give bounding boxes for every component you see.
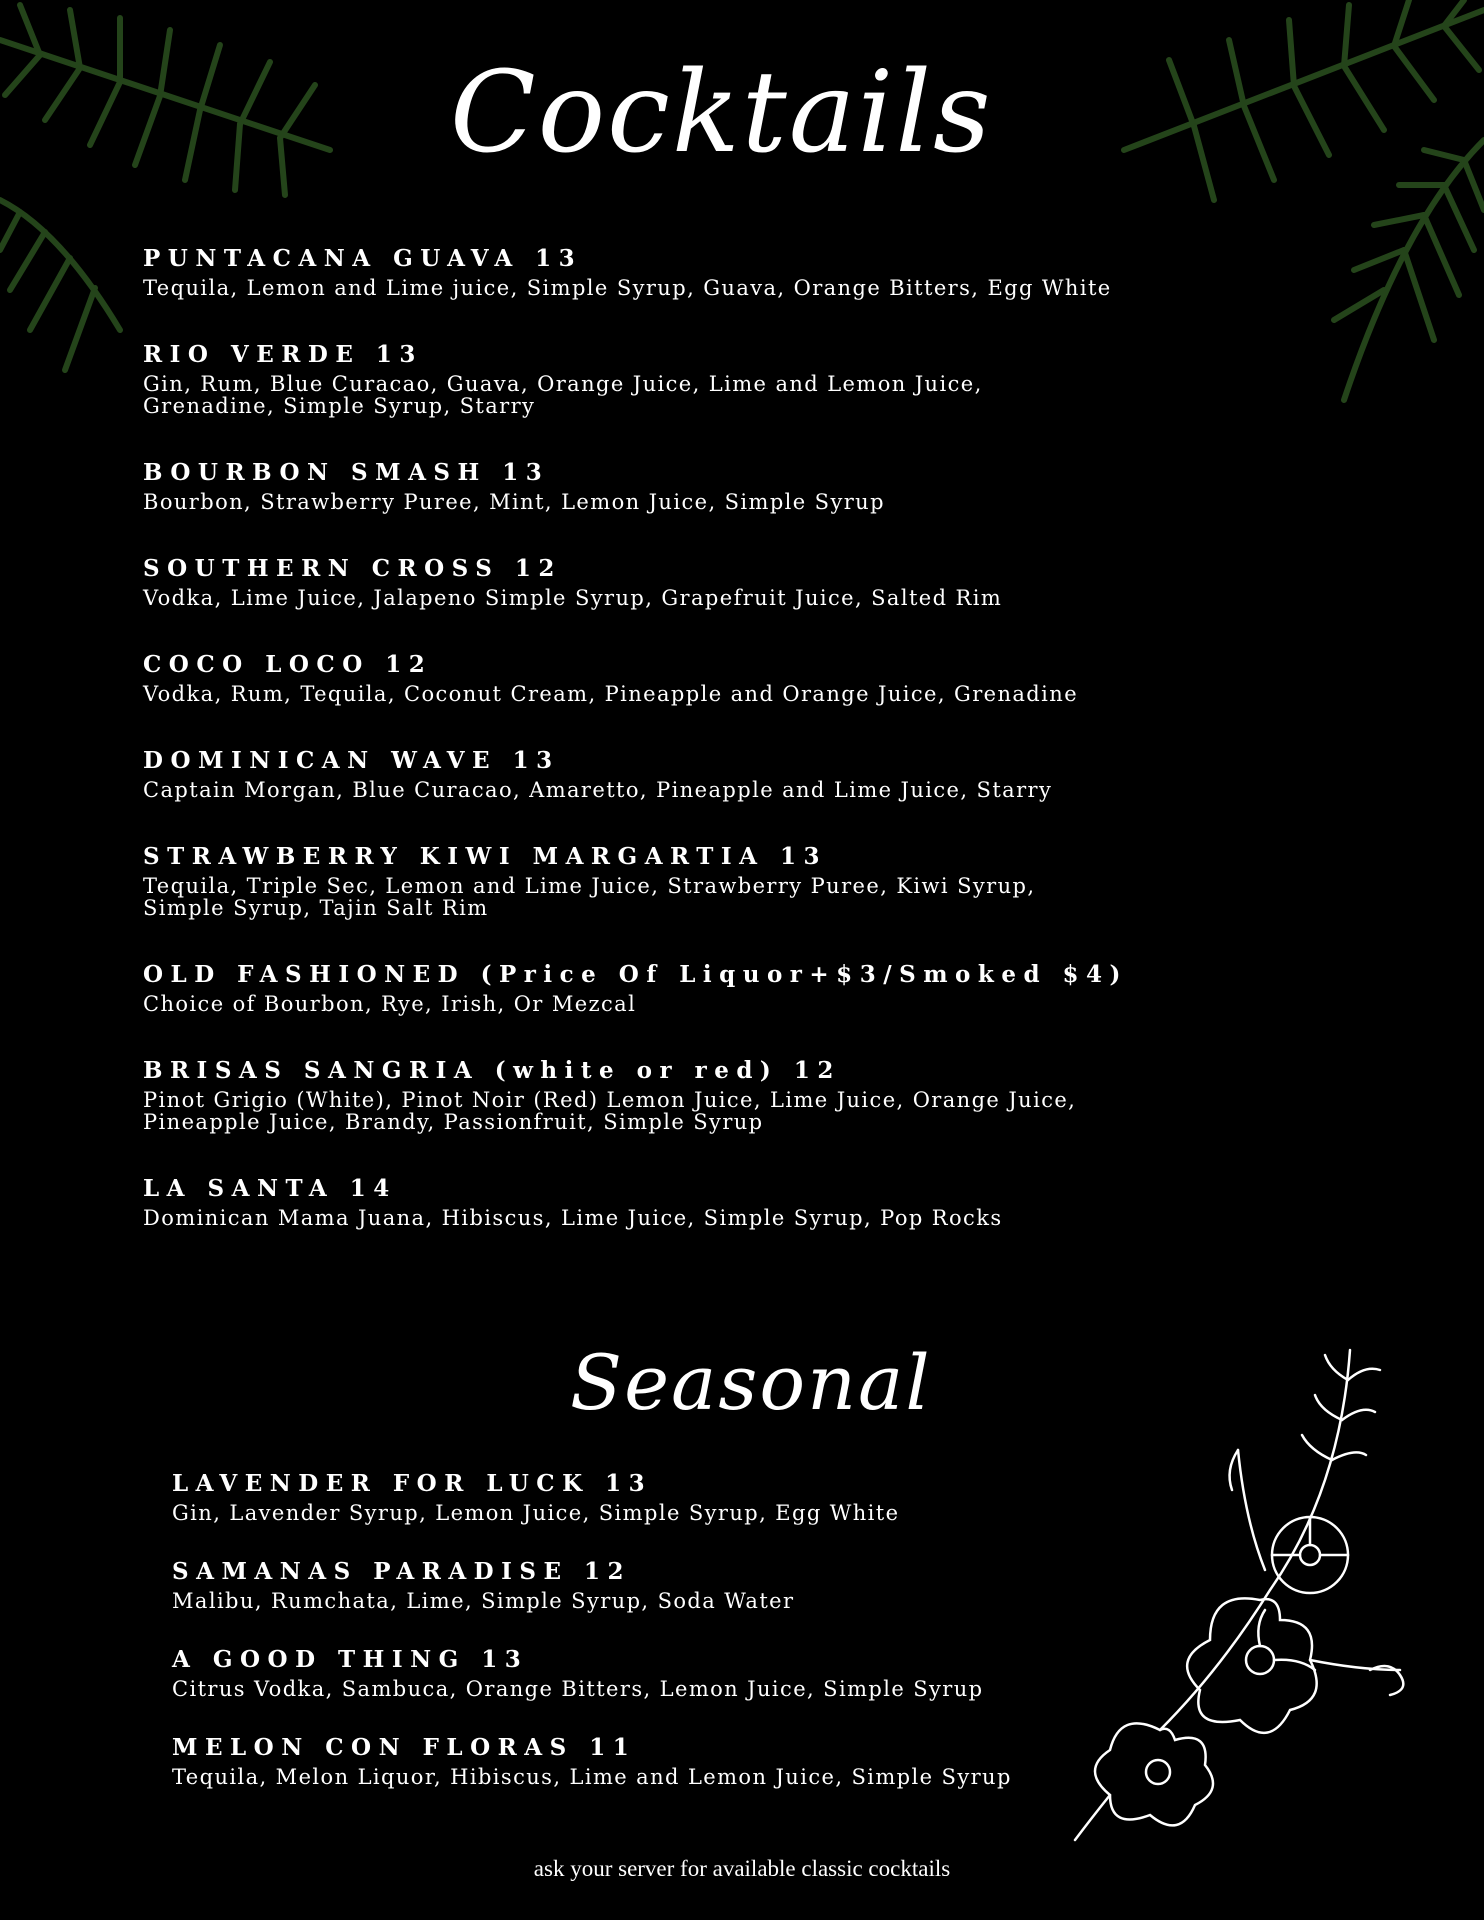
- item-name: A GOOD THING 13: [172, 1646, 529, 1673]
- item-name: LA SANTA 14: [143, 1175, 397, 1202]
- list-item: [143, 1175, 1143, 1229]
- list-item: [143, 1057, 1143, 1133]
- cocktail-list: [143, 245, 1143, 1271]
- item-description: Tequila, Melon Liquor, Hibiscus, Lime and Lemon Juice, Simple Syrup: [172, 1765, 1012, 1789]
- footer-note: ask your server for available classic cocktails: [533, 1856, 951, 1881]
- seasonal-title: Seasonal: [570, 1338, 932, 1427]
- list-item: [143, 747, 1143, 801]
- item-name: STRAWBERRY KIWI MARGARTIA 13: [143, 843, 827, 870]
- item-name: SOUTHERN CROSS 12: [143, 555, 562, 582]
- flower-line-art-icon: [1070, 1340, 1450, 1860]
- list-item: [143, 843, 1143, 919]
- item-description: Citrus Vodka, Sambuca, Orange Bitters, Lemon Juice, Simple Syrup: [172, 1677, 984, 1701]
- item-description: Malibu, Rumchata, Lime, Simple Syrup, Soda Water: [172, 1589, 795, 1613]
- item-description: Tequila, Triple Sec, Lemon and Lime Juice, Strawberry Puree, Kiwi Syrup, Simple Syrup, Tajin Salt Rim: [143, 874, 1036, 920]
- item-description: Vodka, Rum, Tequila, Coconut Cream, Pineapple and Orange Juice, Grenadine: [143, 682, 1079, 706]
- list-item: [143, 651, 1143, 705]
- list-item: [143, 245, 1143, 299]
- item-name: COCO LOCO 12: [143, 651, 433, 678]
- item-name: BOURBON SMASH 13: [143, 459, 550, 486]
- item-description: Dominican Mama Juana, Hibiscus, Lime Juice, Simple Syrup, Pop Rocks: [143, 1206, 1003, 1230]
- item-description: Choice of Bourbon, Rye, Irish, Or Mezcal: [143, 992, 637, 1016]
- seasonal-list: [172, 1470, 1132, 1822]
- item-description: Gin, Lavender Syrup, Lemon Juice, Simple Syrup, Egg White: [172, 1501, 900, 1525]
- page-title: Cocktails: [450, 48, 993, 178]
- item-name: LAVENDER FOR LUCK 13: [172, 1470, 653, 1497]
- item-description: Tequila, Lemon and Lime juice, Simple Syrup, Guava, Orange Bitters, Egg White: [143, 276, 1112, 300]
- item-name: MELON CON FLORAS 11: [172, 1734, 637, 1761]
- list-item: [143, 341, 1143, 417]
- item-name: DOMINICAN WAVE 13: [143, 747, 560, 774]
- list-item: [172, 1470, 1132, 1524]
- item-description: Gin, Rum, Blue Curacao, Guava, Orange Juice, Lime and Lemon Juice, Grenadine, Simple Syrup, Starry: [143, 372, 983, 418]
- item-name: OLD FASHIONED (Price Of Liquor+$3/Smoked $4): [143, 961, 1128, 988]
- item-name: BRISAS SANGRIA (white or red) 12: [143, 1057, 841, 1084]
- list-item: [143, 961, 1143, 1015]
- item-description: Captain Morgan, Blue Curacao, Amaretto, Pineapple and Lime Juice, Starry: [143, 778, 1053, 802]
- item-description: Pinot Grigio (White), Pinot Noir (Red) Lemon Juice, Lime Juice, Orange Juice, Pineapple Juice, Brandy, Passionfruit, Simple Syrup: [143, 1088, 1077, 1134]
- item-name: RIO VERDE 13: [143, 341, 423, 368]
- list-item: [172, 1558, 1132, 1612]
- list-item: [143, 459, 1143, 513]
- list-item: [172, 1734, 1132, 1788]
- list-item: [172, 1646, 1132, 1700]
- item-name: SAMANAS PARADISE 12: [172, 1558, 632, 1585]
- item-description: Bourbon, Strawberry Puree, Mint, Lemon Juice, Simple Syrup: [143, 490, 885, 514]
- item-description: Vodka, Lime Juice, Jalapeno Simple Syrup, Grapefruit Juice, Salted Rim: [143, 586, 1003, 610]
- list-item: [143, 555, 1143, 609]
- item-name: PUNTACANA GUAVA 13: [143, 245, 583, 272]
